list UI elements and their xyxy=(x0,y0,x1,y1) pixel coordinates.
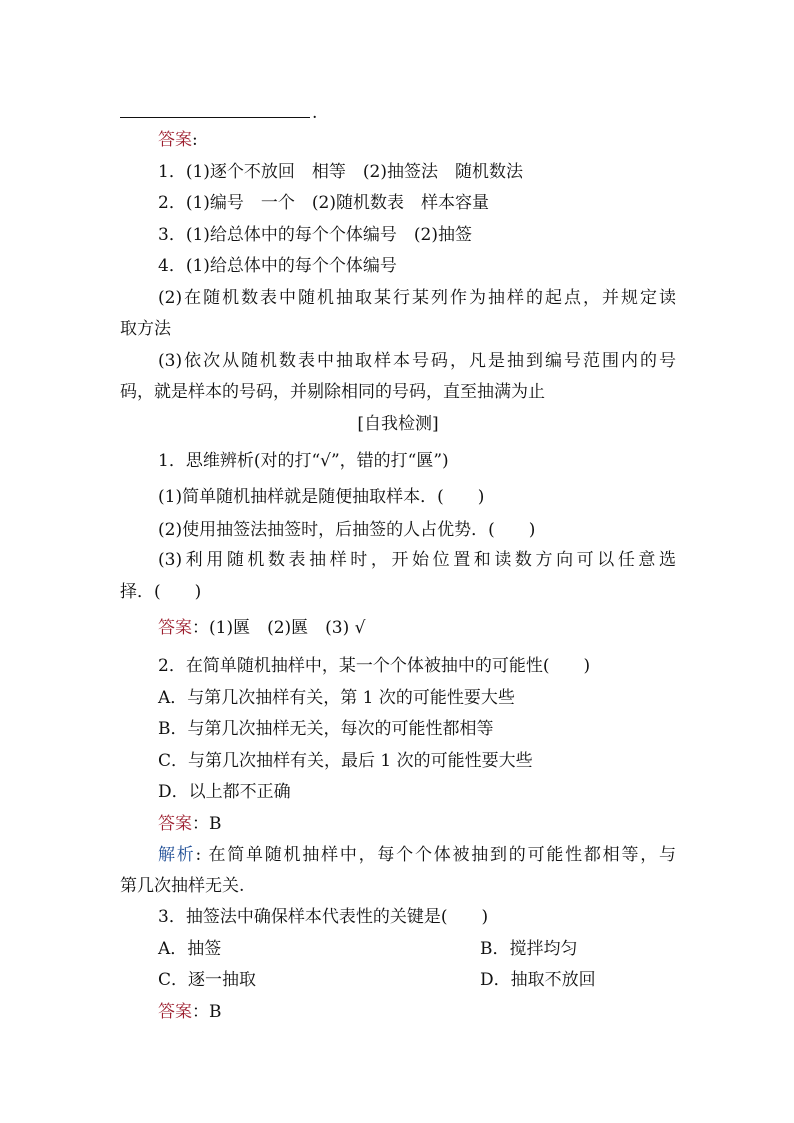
answer-line-6b: 码，就是样本的号码，并剔除相同的号码，直至抽满为止 xyxy=(120,382,545,402)
q2-analysis-cont: 第几次抽样无关. xyxy=(120,876,245,896)
q3-option-a: A．抽签 xyxy=(158,939,222,959)
q2-analysis-label: 解析 xyxy=(158,845,196,865)
q1-answer xyxy=(158,617,365,639)
answer-line-6a: (3)依次从随机数表中抽取样本号码，凡是抽到编号范围内的号 xyxy=(158,351,676,371)
section-title: [自我检测] xyxy=(357,414,439,434)
q3-option-c: C．逐一抽取 xyxy=(158,970,257,990)
q2-option-c: C．与第几次抽样有关，最后 1 次的可能性要大些 xyxy=(158,751,533,771)
q1-stem: 1．思维辨析(对的打“√”，错的打“㔴”) xyxy=(158,451,449,471)
answer-line-5a: (2)在随机数表中随机抽取某行某列作为抽样的起点，并规定读 xyxy=(158,288,676,308)
q2-answer-text: ：B xyxy=(192,814,222,834)
answer-line-3: 3．(1)给总体中的每个个体编号 (2)抽签 xyxy=(158,225,472,245)
q1-answer-label: 答案 xyxy=(158,618,192,638)
q1-statement-3a: (3)利用随机数表抽样时，开始位置和读数方向可以任意选 xyxy=(158,550,676,570)
q2-answer xyxy=(158,813,222,835)
q1-statement-2: (2)使用抽签法抽签时，后抽签的人占优势．( ) xyxy=(158,520,536,540)
q2-analysis-text: : 在简单随机抽样中，每个个体被抽到的可能性都相等，与 xyxy=(195,845,676,865)
q2-analysis xyxy=(158,844,676,866)
q1-statement-3b: 择．( ) xyxy=(120,582,202,602)
q2-option-a: A．与第几次抽样有关，第 1 次的可能性要大些 xyxy=(158,688,515,708)
q3-option-b: B．搅拌均匀 xyxy=(480,939,578,959)
q2-answer-label: 答案 xyxy=(158,814,192,834)
q2-option-d: D．以上都不正确 xyxy=(158,782,291,802)
q3-answer xyxy=(158,1001,222,1023)
answer-label: 答案 xyxy=(158,130,192,150)
answer-line-1: 1．(1)逐个不放回 相等 (2)抽签法 随机数法 xyxy=(158,162,523,182)
q2-stem: 2．在简单随机抽样中，某一个个体被抽中的可能性( ) xyxy=(158,656,591,676)
q3-stem: 3．抽签法中确保样本代表性的关键是( ) xyxy=(158,907,489,927)
trailing-period: . xyxy=(312,103,318,123)
q1-answer-text: ：(1)㔴 (2)㔴 (3) √ xyxy=(192,618,366,638)
q3-answer-text: ：B xyxy=(192,1002,222,1022)
q3-option-d: D．抽取不放回 xyxy=(480,970,596,990)
answer-line-5b: 取方法 xyxy=(120,319,171,339)
answer-heading xyxy=(158,129,198,151)
answer-colon: : xyxy=(192,130,198,150)
q1-statement-1: (1)简单随机抽样就是随便抽取样本．( ) xyxy=(158,487,485,507)
fill-in-blank-line xyxy=(120,117,310,118)
q3-answer-label: 答案 xyxy=(158,1002,192,1022)
q2-option-b: B．与第几次抽样无关，每次的可能性都相等 xyxy=(158,719,494,739)
answer-line-2: 2．(1)编号 一个 (2)随机数表 样本容量 xyxy=(158,193,489,213)
answer-line-4: 4．(1)给总体中的每个个体编号 xyxy=(158,256,397,276)
